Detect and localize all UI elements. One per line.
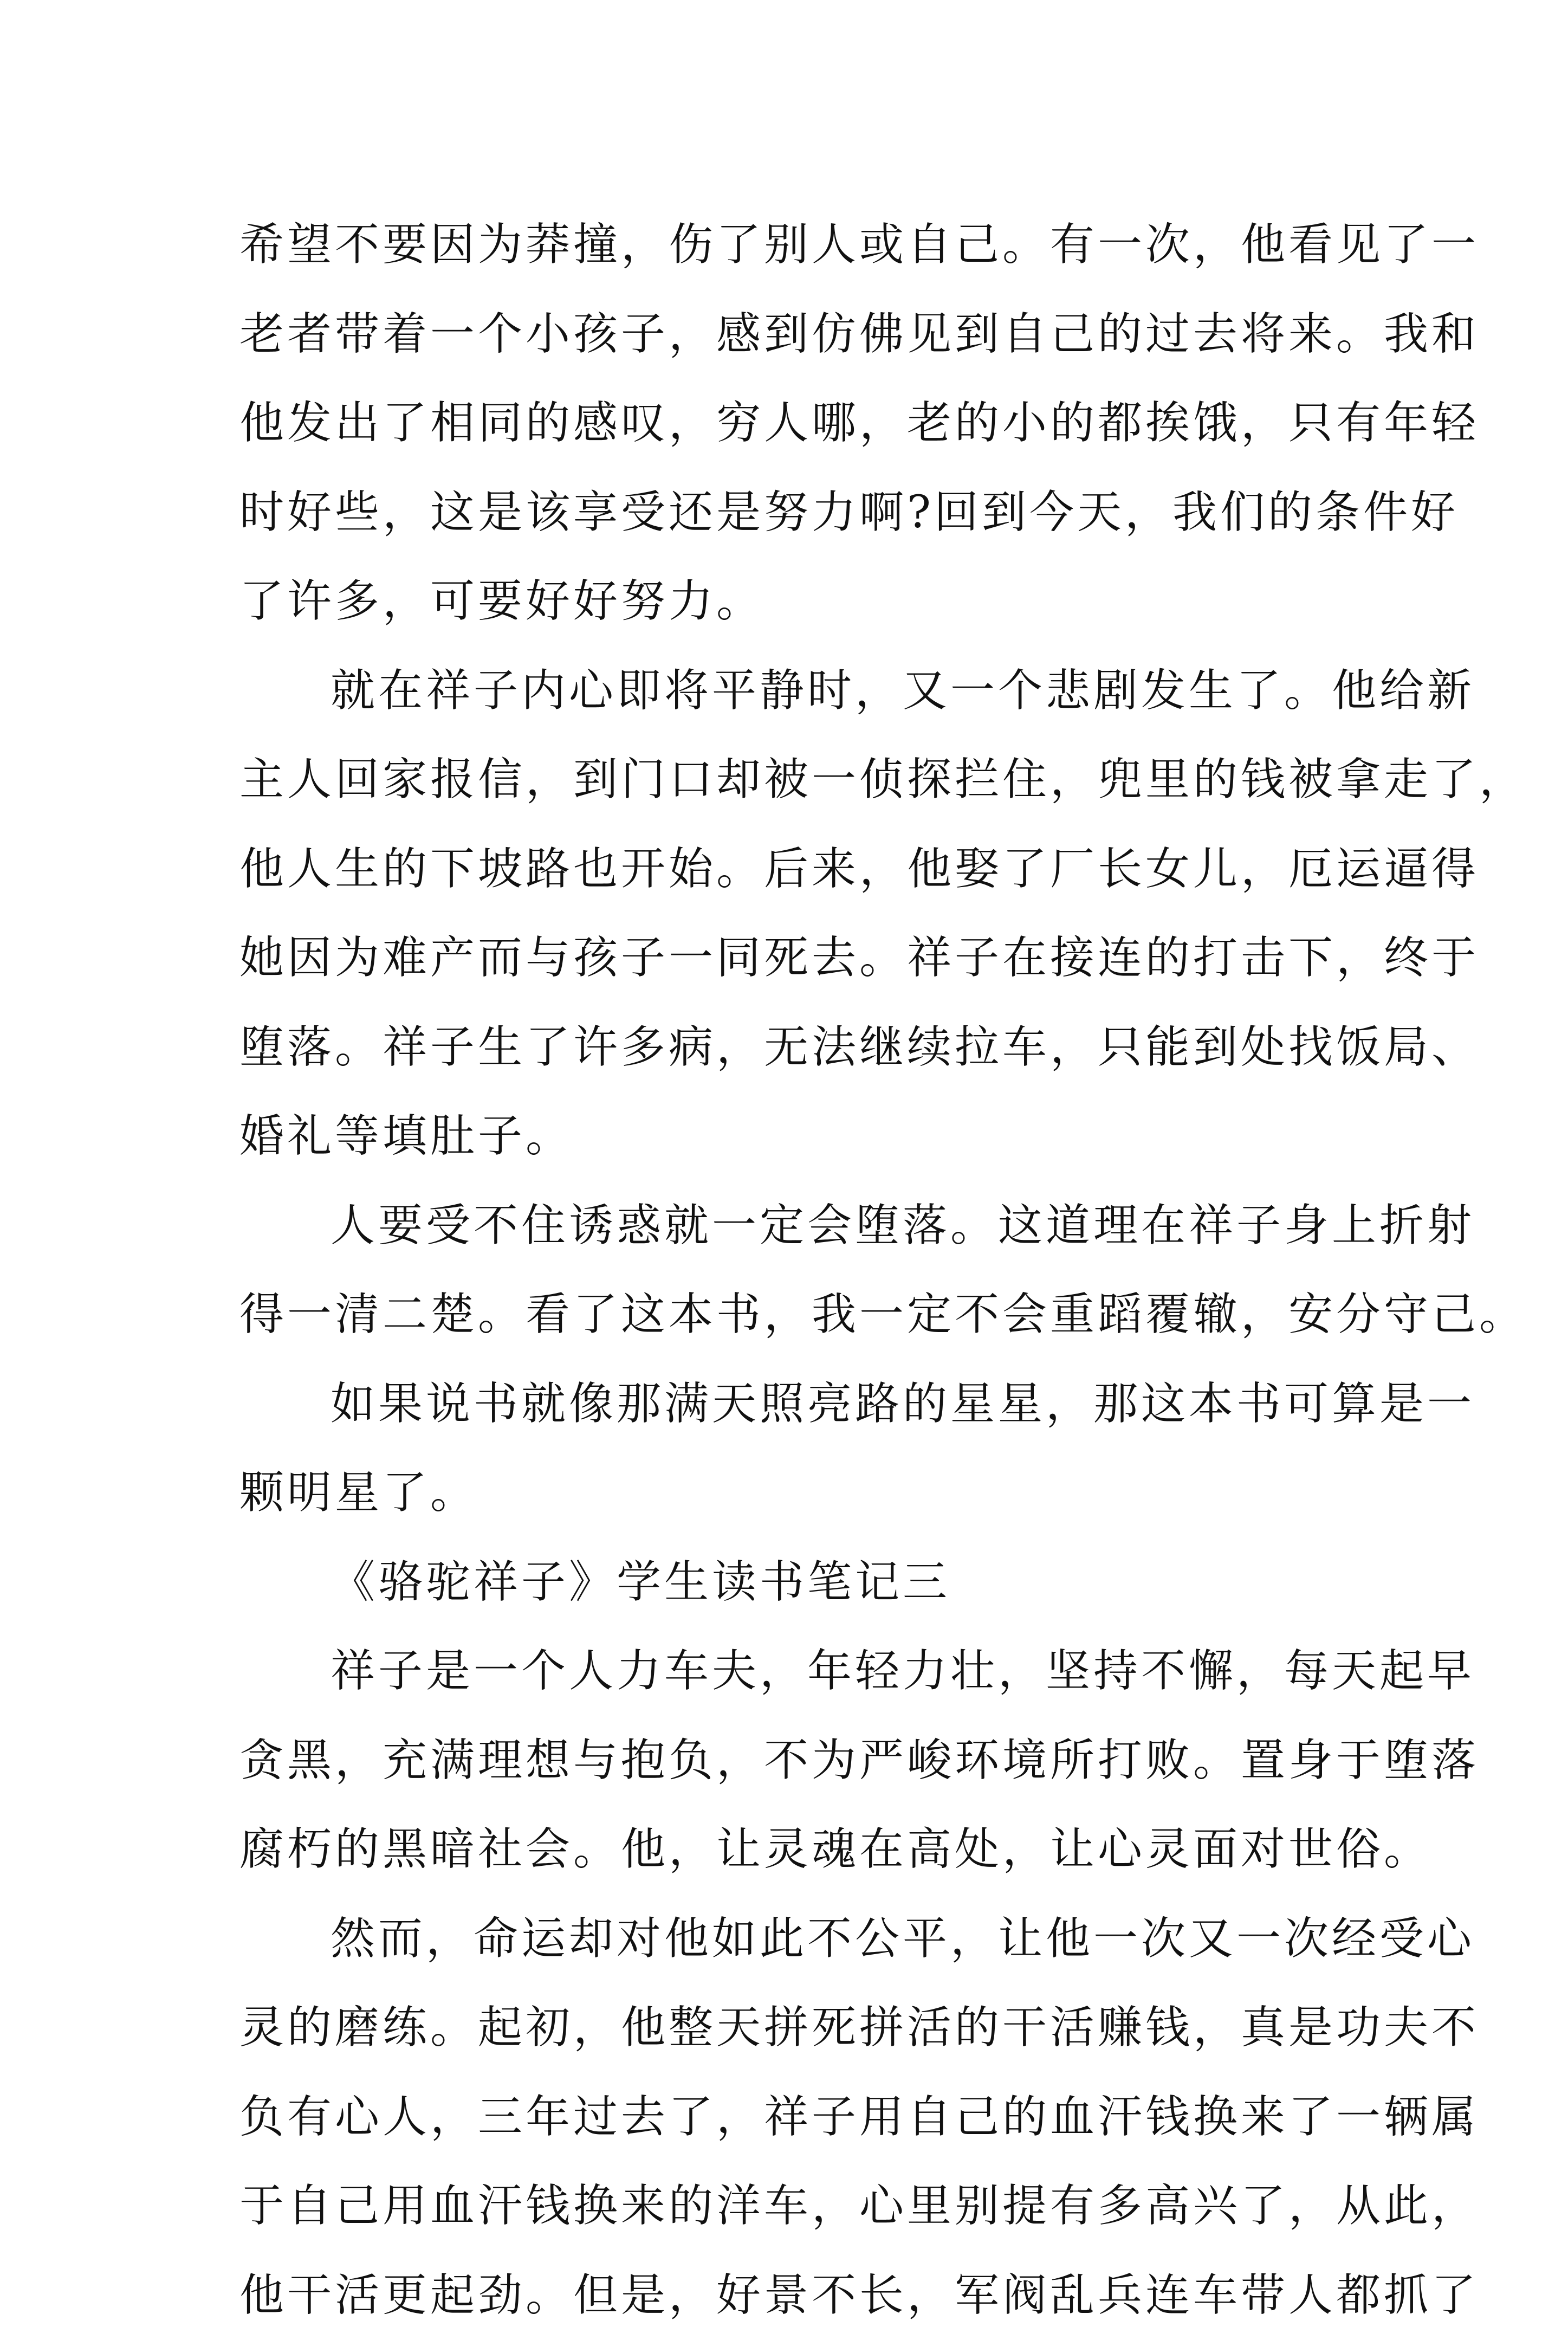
text-line: 希望不要因为莽撞，伤了别人或自己。有一次，他看见了一 <box>239 201 1345 290</box>
section-heading: 《骆驼祥子》学生读书笔记三 <box>239 1538 1345 1627</box>
document-body <box>239 201 1345 2340</box>
text-line: 她因为难产而与孩子一同死去。祥子在接连的打击下，终于 <box>239 914 1345 1003</box>
text-line: 负有心人，三年过去了，祥子用自己的血汗钱换来了一辆属 <box>239 2073 1345 2162</box>
text-line: 他干活更起劲。但是，好景不长，军阀乱兵连车带人都抓了 <box>239 2251 1345 2340</box>
text-line: 时好些，这是该享受还是努力啊?回到今天，我们的条件好 <box>239 468 1345 558</box>
text-line: 老者带着一个小孩子，感到仿佛见到自己的过去将来。我和 <box>239 290 1345 379</box>
text-line: 堕落。祥子生了许多病，无法继续拉车，只能到处找饭局、 <box>239 1003 1345 1093</box>
text-line: 贪黑，充满理想与抱负，不为严峻环境所打败。置身于堕落 <box>239 1716 1345 1806</box>
paragraph-first-line: 就在祥子内心即将平静时，又一个悲剧发生了。他给新 <box>239 647 1345 736</box>
text-line: 他发出了相同的感叹，穷人哪，老的小的都挨饿，只有年轻 <box>239 379 1345 468</box>
paragraph-first-line: 人要受不住诱惑就一定会堕落。这道理在祥子身上折射 <box>239 1181 1345 1271</box>
text-line: 灵的磨练。起初，他整天拼死拼活的干活赚钱，真是功夫不 <box>239 1983 1345 2073</box>
text-line: 腐朽的黑暗社会。他，让灵魂在高处，让心灵面对世俗。 <box>239 1805 1345 1895</box>
text-line: 颗明星了。 <box>239 1449 1345 1538</box>
text-line: 于自己用血汗钱换来的洋车，心里别提有多高兴了，从此， <box>239 2162 1345 2251</box>
text-line: 得一清二楚。看了这本书，我一定不会重蹈覆辙，安分守己。 <box>239 1270 1345 1360</box>
text-line: 了许多，可要好好努力。 <box>239 557 1345 647</box>
text-line: 他人生的下坡路也开始。后来，他娶了厂长女儿，厄运逼得 <box>239 825 1345 914</box>
paragraph-first-line: 然而，命运却对他如此不公平，让他一次又一次经受心 <box>239 1895 1345 1984</box>
text-line: 婚礼等填肚子。 <box>239 1092 1345 1181</box>
text-line: 主人回家报信，到门口却被一侦探拦住，兜里的钱被拿走了， <box>239 735 1345 825</box>
paragraph-first-line: 祥子是一个人力车夫，年轻力壮，坚持不懈，每天起早 <box>239 1627 1345 1716</box>
paragraph-first-line: 如果说书就像那满天照亮路的星星，那这本书可算是一 <box>239 1360 1345 1449</box>
